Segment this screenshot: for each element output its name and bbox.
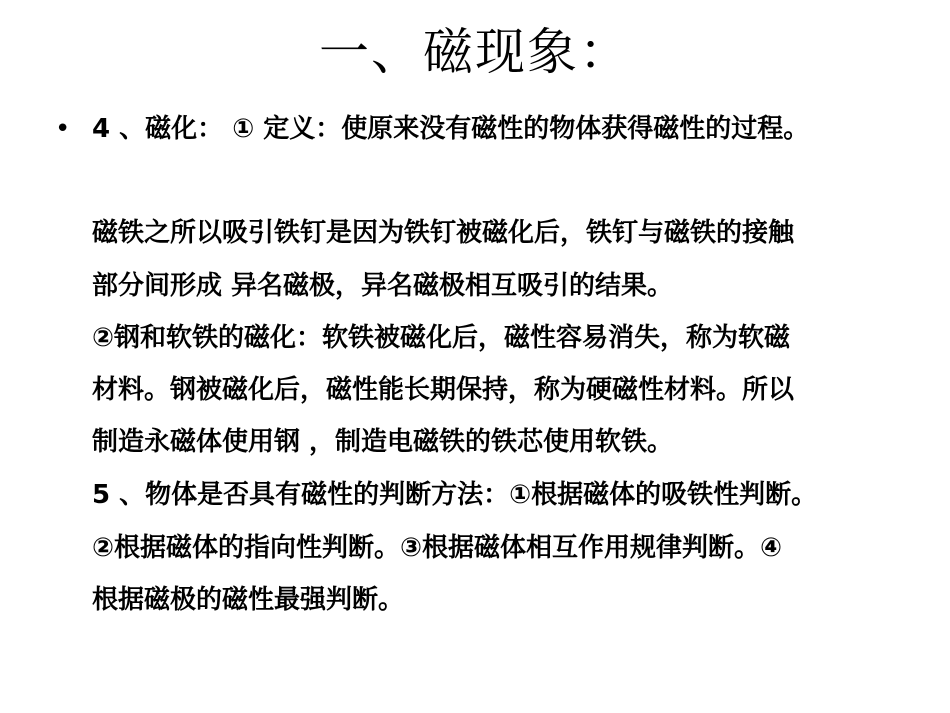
text-line: 部分间形成 异名磁极，异名磁极相互吸引的结果。 [92,271,674,301]
text-line: ②钢和软铁的磁化：软铁被磁化后，磁性容易消失，称为软磁 [92,323,791,353]
bullet-icon: • [55,114,71,144]
text-line: 制造永磁体使用钢 ，制造电磁铁的铁芯使用软铁。 [92,427,674,457]
text-line: 根据磁极的磁性最强判断。 [92,585,405,615]
text-line: 5 、物体是否具有磁性的判断方法：①根据磁体的吸铁性判断。 [92,480,818,510]
text-line: 磁铁之所以吸引铁钉是因为铁钉被磁化后，铁钉与磁铁的接触 [92,218,795,248]
slide-title: 一、磁现象： [319,23,631,81]
text-line: ②根据磁体的指向性判断。③根据磁体相互作用规律判断。④ [92,533,783,563]
text-line: 4 、磁化： ① 定义：使原来没有磁性的物体获得磁性的过程。 [92,114,810,144]
text-line: 材料。钢被磁化后，磁性能长期保持，称为硬磁性材料。所以 [92,375,795,405]
